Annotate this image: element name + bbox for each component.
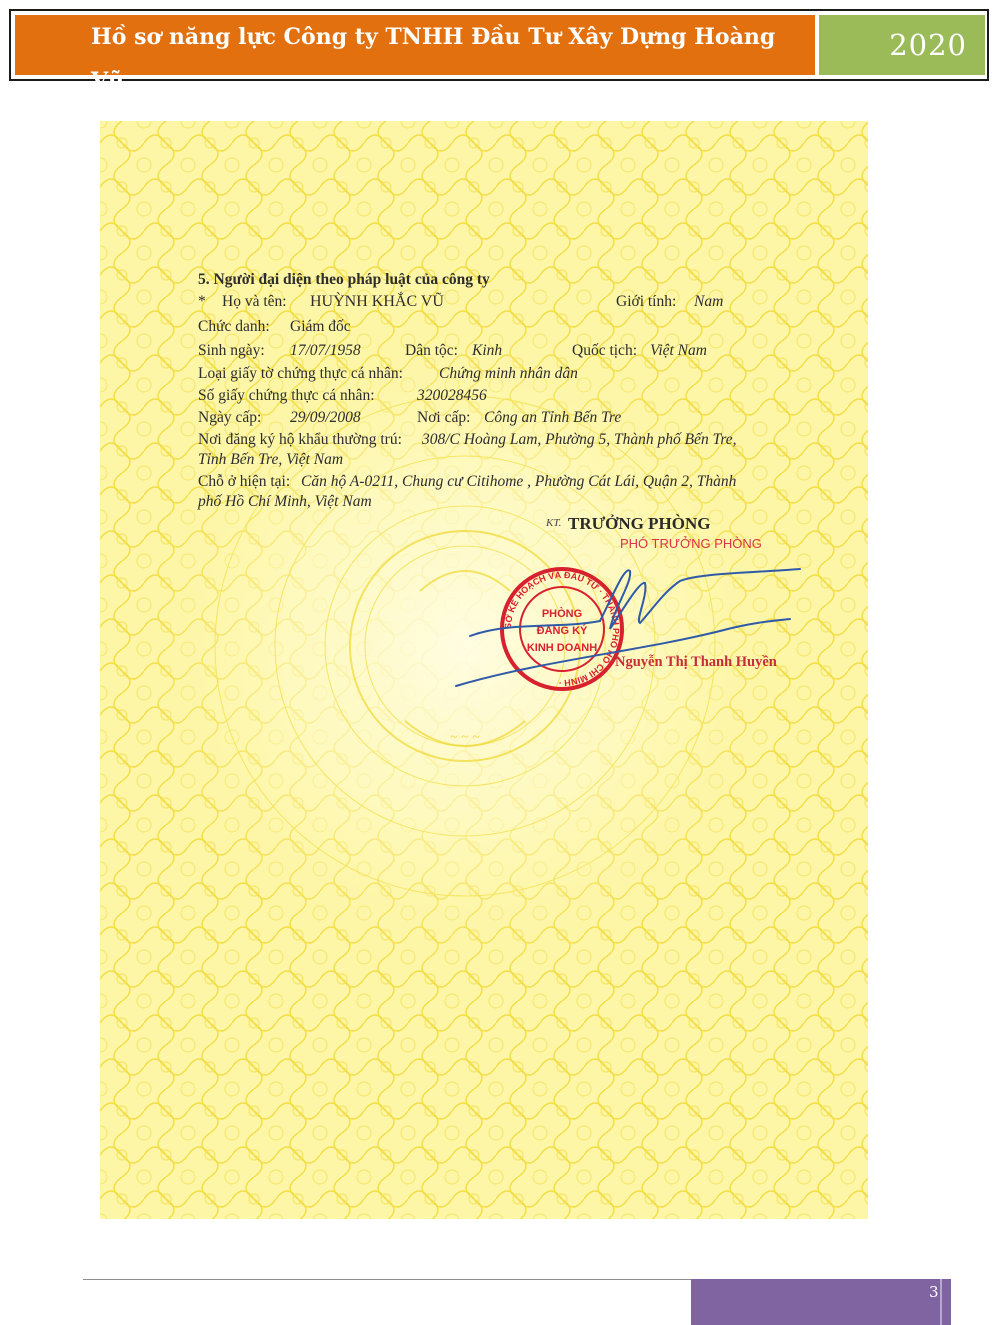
footer-accent-box	[691, 1279, 951, 1325]
footer-accent-edge	[940, 1279, 942, 1325]
ethnicity-value: Kinh	[472, 342, 503, 359]
signatory-title: TRƯỞNG PHÒNG	[568, 514, 711, 533]
id-type-value: Chứng minh nhân dân	[439, 365, 578, 382]
signatory-subtitle: PHÓ TRƯỞNG PHÒNG	[620, 536, 762, 551]
id-type-label: Loại giấy tờ chứng thực cá nhân:	[198, 365, 403, 382]
issue-place-value: Công an Tỉnh Bến Tre	[484, 409, 622, 426]
id-number-value: 320028456	[417, 387, 487, 404]
svg-text:ĐĂNG KÝ: ĐĂNG KÝ	[536, 625, 588, 637]
residence-value-line2: Tỉnh Bến Tre, Việt Nam	[198, 451, 344, 468]
nationality-label: Quốc tịch:	[572, 342, 637, 359]
current-address-line1: Căn hộ A-0211, Chung cư Citihome , Phường Cát Lái, Quận 2, Thành	[301, 473, 737, 490]
residence-value-line1: 308/C Hoàng Lam, Phường 5, Thành phố Bến Tre,	[422, 431, 737, 448]
page-header	[9, 9, 989, 94]
position-label: Chức danh:	[198, 318, 270, 335]
footer-divider	[83, 1279, 693, 1280]
section-heading: 5. Người đại diện theo pháp luật của công ty	[198, 271, 490, 288]
business-registration-certificate-scan	[100, 121, 868, 1219]
document-year: 2020	[819, 15, 985, 75]
svg-text:KINH DOANH: KINH DOANH	[526, 642, 598, 654]
residence-label: Nơi đăng ký hộ khẩu thường trú:	[198, 431, 402, 448]
gender-value: Nam	[694, 293, 724, 310]
signature-block	[450, 511, 850, 711]
issue-date-label: Ngày cấp:	[198, 409, 262, 426]
gender-label: Giới tính:	[616, 293, 677, 310]
svg-text:SỞ KẾ HOẠCH VÀ ĐẦU TƯ · THÀNH: SỞ KẾ HOẠCH VÀ ĐẦU TƯ · THÀNH PHỐ HỒ CHÍ MINH ·	[502, 569, 622, 689]
position-value: Giám đốc	[290, 318, 351, 335]
current-address-label: Chỗ ở hiện tại:	[198, 473, 291, 490]
ethnicity-label: Dân tộc:	[405, 342, 458, 359]
official-stamp-and-signature	[450, 511, 850, 711]
bullet-marker: *	[198, 293, 206, 310]
current-address-line2: phố Hồ Chí Minh, Việt Nam	[198, 493, 372, 510]
issue-place-label: Nơi cấp:	[417, 409, 471, 426]
dob-label: Sinh ngày:	[198, 342, 265, 359]
dob-value: 17/07/1958	[290, 342, 361, 359]
id-number-label: Số giấy chứng thực cá nhân:	[198, 387, 375, 404]
page-number: 3	[929, 1283, 939, 1301]
document-title: Hồ sơ năng lực Công ty TNHH Đầu Tư Xây Dựng Hoàng Vũ	[15, 15, 815, 75]
svg-text:PHÒNG: PHÒNG	[541, 608, 583, 620]
svg-text:~ ~ ~: ~ ~ ~	[450, 730, 480, 745]
signer-name: Nguyễn Thị Thanh Huyền	[615, 654, 777, 670]
kt-prefix: KT.	[546, 517, 562, 529]
issue-date-value: 29/09/2008	[290, 409, 361, 426]
name-value: HUỲNH KHẮC VŨ	[310, 293, 444, 310]
name-label: Họ và tên:	[222, 293, 287, 310]
nationality-value: Việt Nam	[650, 342, 707, 359]
